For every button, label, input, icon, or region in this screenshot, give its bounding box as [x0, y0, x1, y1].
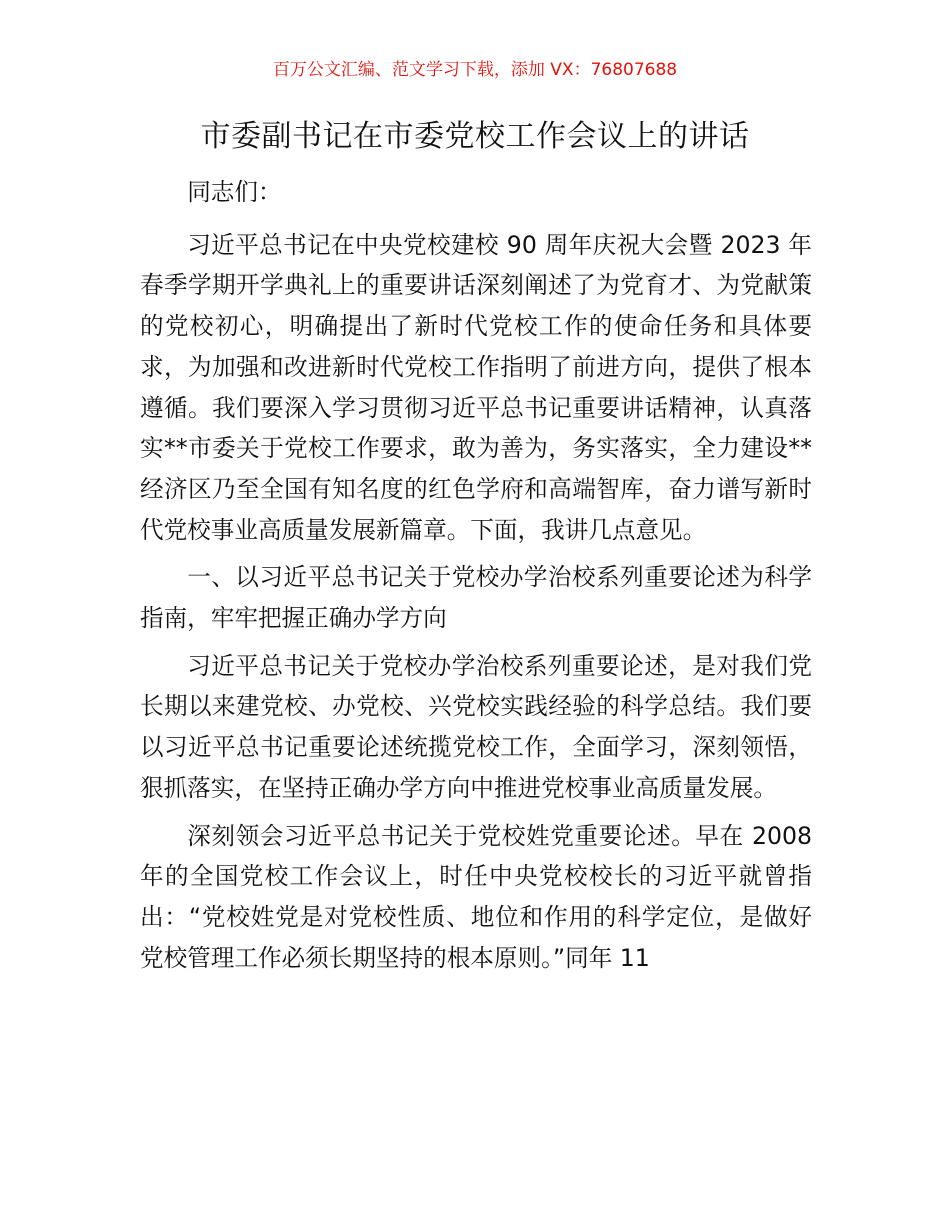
header-banner: 百万公文汇编、范文学习下载，添加 VX：76807688	[272, 60, 678, 80]
paragraph-detail: 深刻领会习近平总书记关于党校姓党重要论述。早在 2008 年的全国党校工作会议上，时任中央党校校长的习近平就曾指出：“党校姓党是对党校性质、地位和作用的科学定位，是做好党校管理工作必须长期坚持的根本原则。”同年 11	[140, 821, 812, 972]
paragraph-intro: 习近平总书记在中央党校建校 90 周年庆祝大会暨 2023 年春季学期开学典礼上的重要讲话深刻阐述了为党育才、为党献策的党校初心，明确提出了新时代党校工作的使命任务和具体要求，为加强和改进新时代党校工作指明了前进方向，提供了根本遵循。我们要深入学习贯彻习近平总书记重要讲话精神，认真落实**市委关于党校工作要求，敢为善为，务实落实，全力建设**经济区乃至全国有知名度的红色学府和高端智库，奋力谱写新时代党校事业高质量发展新篇章。下面，我讲几点意见。	[140, 230, 812, 544]
document-title: 市委副书记在市委党校工作会议上的讲话	[200, 119, 750, 154]
section-heading: 一、以习近平总书记关于党校办学治校系列重要论述为科学指南，牢牢把握正确办学方向	[140, 563, 812, 633]
document-body	[140, 172, 812, 985]
paragraph-summary: 习近平总书记关于党校办学治校系列重要论述，是对我们党长期以来建党校、办党校、兴党校实践经验的科学总结。我们要以习近平总书记重要论述统揽党校工作，全面学习，深刻领悟，狠抓落实，在坚持正确办学方向中推进党校事业高质量发展。	[140, 651, 812, 802]
salutation: 同志们：	[187, 178, 282, 206]
